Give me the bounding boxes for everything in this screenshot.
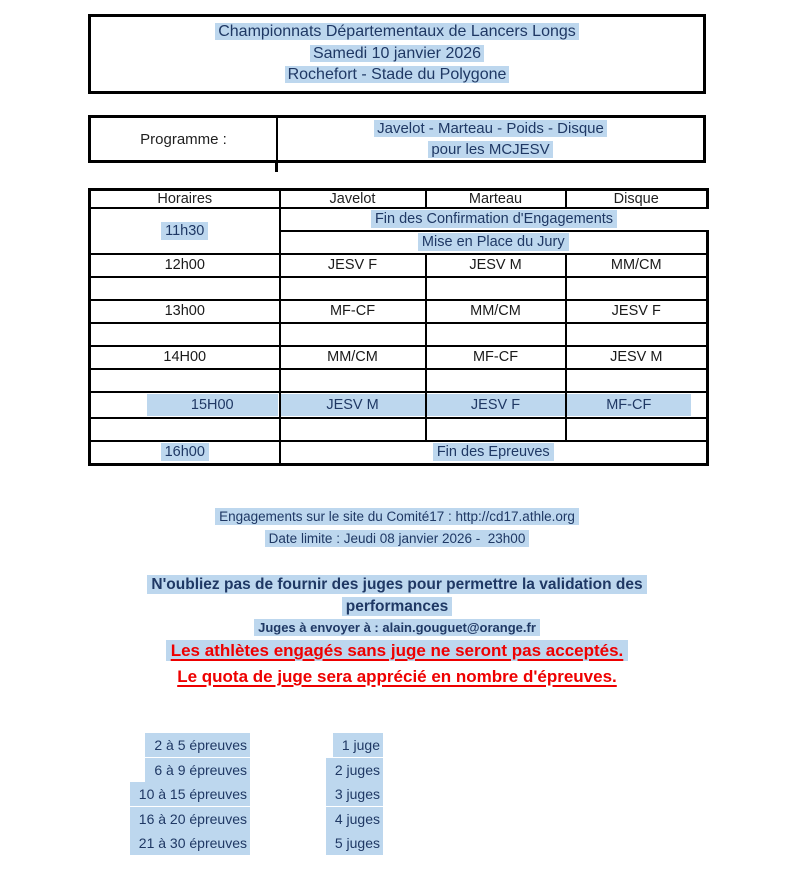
notice-bold-text-1: N'oubliez pas de fournir des juges pour permettre la validation des bbox=[147, 575, 646, 594]
disque-15h00: MF-CF bbox=[567, 394, 692, 416]
empty-cell bbox=[566, 323, 708, 346]
row-15h00 bbox=[90, 392, 708, 418]
empty-cell bbox=[90, 323, 280, 346]
empty-cell bbox=[426, 418, 566, 441]
red-warning-text-2: Le quota de juge sera apprécié en nombre d'épreuves. bbox=[177, 667, 617, 686]
col-header-marteau: Marteau bbox=[426, 190, 566, 209]
quota-juges-cell bbox=[250, 807, 383, 832]
programme-categories: pour les MCJESV bbox=[428, 141, 552, 158]
empty-cell bbox=[280, 369, 426, 392]
programme-label-cell bbox=[91, 118, 278, 160]
empty-row bbox=[90, 277, 708, 300]
confirmation-cell bbox=[280, 208, 708, 231]
engagements-deadline-line bbox=[88, 528, 706, 550]
time-cell bbox=[90, 392, 280, 418]
quota-epreuves-cell bbox=[100, 782, 250, 807]
event-date: Samedi 10 janvier 2026 bbox=[310, 45, 484, 62]
programme-categories-line bbox=[278, 139, 703, 160]
quota-juges-text: 5 juges bbox=[326, 831, 383, 855]
programme-box bbox=[88, 115, 706, 163]
notice-bold-text-2: performances bbox=[342, 597, 453, 616]
time-cell-16h00 bbox=[90, 441, 280, 465]
fin-epreuves-text: Fin des Epreuves bbox=[433, 443, 554, 461]
event-location: Rochefort - Stade du Polygone bbox=[285, 66, 510, 83]
time-cell: 14H00 bbox=[90, 346, 280, 369]
marteau-cell bbox=[426, 392, 566, 418]
red-warning-text-1: Les athlètes engagés sans juge ne seront pas acceptés. bbox=[166, 640, 629, 661]
marteau-cell: MF-CF bbox=[426, 346, 566, 369]
programme-label: Programme : bbox=[140, 130, 227, 148]
quota-epreuves-cell bbox=[100, 758, 250, 783]
quota-epreuves-text: 2 à 5 épreuves bbox=[145, 733, 250, 757]
engagements-info bbox=[88, 506, 706, 550]
col-header-disque: Disque bbox=[566, 190, 708, 209]
quota-juges-cell bbox=[250, 758, 383, 783]
quota-row bbox=[100, 807, 385, 832]
quota-row bbox=[100, 758, 385, 783]
disque-cell: JESV M bbox=[566, 346, 708, 369]
disque-cell bbox=[566, 392, 708, 418]
empty-cell bbox=[426, 323, 566, 346]
time-cell-11h30 bbox=[90, 208, 280, 254]
time-16h00: 16h00 bbox=[161, 443, 209, 461]
empty-cell bbox=[426, 369, 566, 392]
quota-epreuves-cell bbox=[100, 807, 250, 832]
empty-cell bbox=[90, 369, 280, 392]
empty-cell bbox=[90, 418, 280, 441]
red-warning-line-1 bbox=[88, 638, 706, 664]
marteau-15h00: JESV F bbox=[427, 394, 565, 416]
empty-row bbox=[90, 418, 708, 441]
col-header-javelot: Javelot bbox=[280, 190, 426, 209]
confirmation-text: Fin des Confirmation d'Engagements bbox=[371, 210, 617, 228]
marteau-cell: MM/CM bbox=[426, 300, 566, 323]
quota-juges-text: 1 juge bbox=[333, 733, 383, 757]
empty-cell bbox=[90, 277, 280, 300]
row-14h00 bbox=[90, 346, 708, 369]
javelot-cell: MM/CM bbox=[280, 346, 426, 369]
time-15h00: 15H00 bbox=[147, 394, 278, 416]
jury-cell bbox=[280, 231, 708, 254]
schedule-table bbox=[88, 188, 709, 466]
judges-quota-table bbox=[100, 733, 385, 856]
quota-row bbox=[100, 831, 385, 856]
event-title-line bbox=[91, 21, 703, 43]
empty-cell bbox=[280, 418, 426, 441]
event-header-box bbox=[88, 14, 706, 94]
javelot-cell bbox=[280, 392, 426, 418]
divider-tail bbox=[275, 163, 278, 172]
event-title: Championnats Départementaux de Lancers Longs bbox=[215, 23, 579, 40]
javelot-cell: JESV F bbox=[280, 254, 426, 277]
notice-bold-line-1 bbox=[88, 574, 706, 596]
empty-cell bbox=[426, 277, 566, 300]
quota-epreuves-text: 6 à 9 épreuves bbox=[145, 758, 250, 782]
quota-epreuves-cell bbox=[100, 831, 250, 856]
quota-juges-text: 3 juges bbox=[326, 782, 383, 806]
time-cell: 12h00 bbox=[90, 254, 280, 277]
red-warning-line-2 bbox=[88, 664, 706, 690]
javelot-cell: MF-CF bbox=[280, 300, 426, 323]
engagements-deadline-text: Date limite : Jeudi 08 janvier 2026 - 23h00 bbox=[265, 530, 530, 547]
time-cell: 13h00 bbox=[90, 300, 280, 323]
empty-cell bbox=[280, 277, 426, 300]
programme-content-cell bbox=[278, 118, 703, 160]
row-11h30-confirmation bbox=[90, 208, 708, 231]
empty-cell bbox=[566, 277, 708, 300]
notice-bold-line-2 bbox=[88, 596, 706, 618]
empty-cell bbox=[566, 418, 708, 441]
event-location-line bbox=[91, 64, 703, 86]
quota-epreuves-text: 21 à 30 épreuves bbox=[130, 831, 250, 855]
judges-notice bbox=[88, 574, 706, 690]
quota-epreuves-text: 16 à 20 épreuves bbox=[130, 807, 250, 831]
engagements-site-text: Engagements sur le site du Comité17 : http://cd17.athle.org bbox=[215, 508, 579, 525]
judges-email-text: Juges à envoyer à : alain.gouguet@orange.fr bbox=[254, 619, 540, 636]
javelot-15h00: JESV M bbox=[281, 394, 425, 416]
quota-juges-text: 4 juges bbox=[326, 807, 383, 831]
quota-juges-text: 2 juges bbox=[326, 758, 383, 782]
empty-row bbox=[90, 323, 708, 346]
quota-juges-cell bbox=[250, 782, 383, 807]
fin-epreuves-cell bbox=[280, 441, 708, 465]
jury-text: Mise en Place du Jury bbox=[418, 233, 569, 251]
event-date-line bbox=[91, 43, 703, 65]
engagements-site-line bbox=[88, 506, 706, 528]
row-16h00 bbox=[90, 441, 708, 465]
schedule-header-row bbox=[90, 190, 708, 209]
row-12h00 bbox=[90, 254, 708, 277]
disque-cell: MM/CM bbox=[566, 254, 708, 277]
disque-cell: JESV F bbox=[566, 300, 708, 323]
quota-epreuves-cell bbox=[100, 733, 250, 758]
empty-row bbox=[90, 369, 708, 392]
quota-juges-cell bbox=[250, 831, 383, 856]
marteau-cell: JESV M bbox=[426, 254, 566, 277]
row-13h00 bbox=[90, 300, 708, 323]
time-11h30: 11h30 bbox=[161, 222, 208, 240]
quota-juges-cell bbox=[250, 733, 383, 758]
judges-email-line bbox=[88, 618, 706, 638]
quota-row bbox=[100, 782, 385, 807]
programme-events-line bbox=[278, 118, 703, 139]
empty-cell bbox=[566, 369, 708, 392]
programme-events: Javelot - Marteau - Poids - Disque bbox=[374, 120, 607, 137]
col-header-horaires: Horaires bbox=[90, 190, 280, 209]
empty-cell bbox=[280, 323, 426, 346]
quota-epreuves-text: 10 à 15 épreuves bbox=[130, 782, 250, 806]
quota-row bbox=[100, 733, 385, 758]
